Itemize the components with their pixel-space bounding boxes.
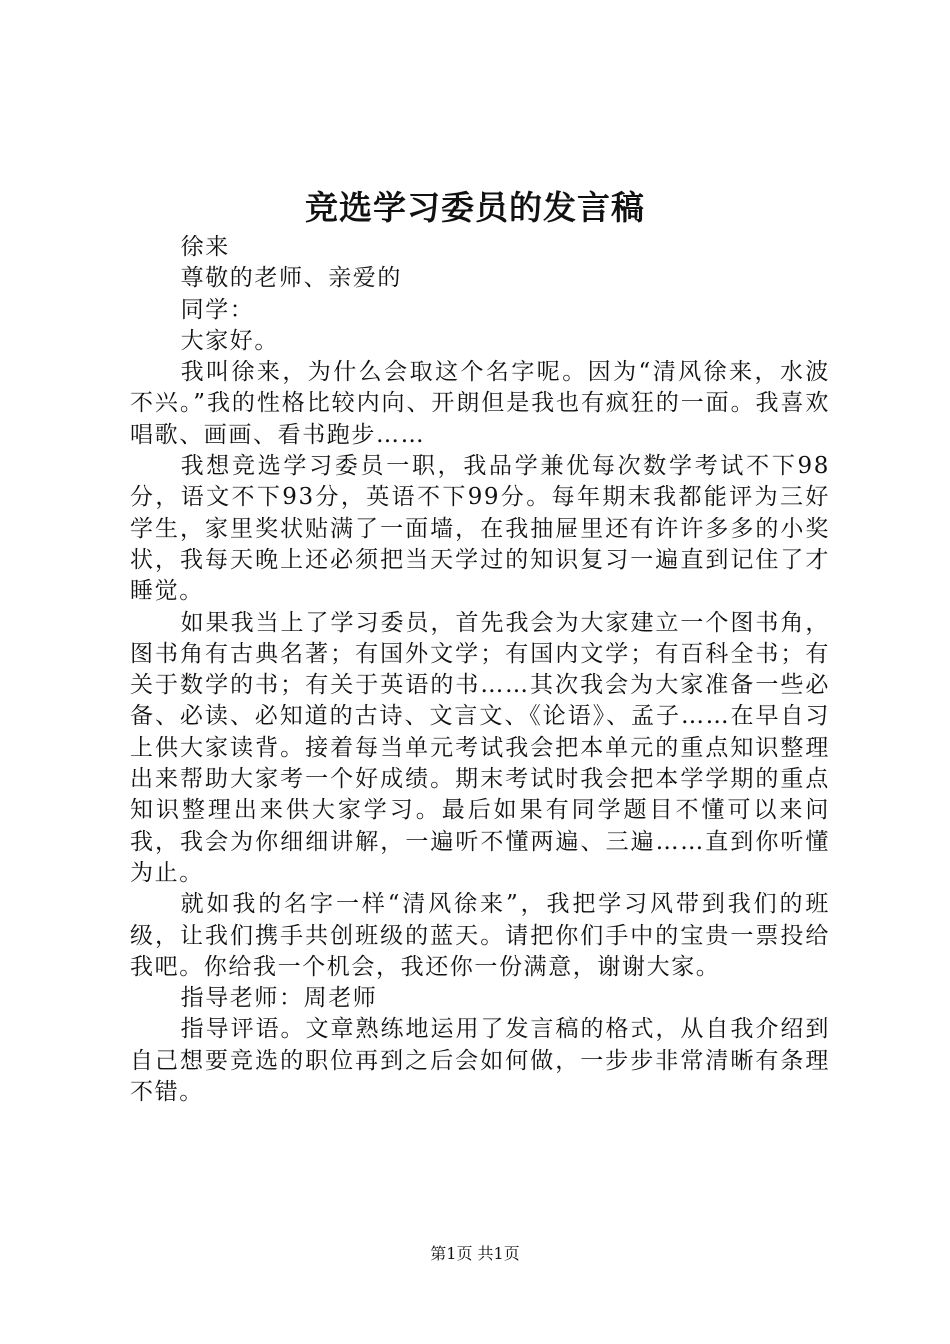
greeting-line-2: 同学： xyxy=(180,296,255,323)
paragraph-qualifications: 我想竞选学习委员一职，我品学兼优每次数学考试不下98分，语文不下93分，英语不下99分。每年期末我都能评为三好学生，家里奖状贴满了一面墙，在我抽屉里还有许许多多的小奖状，我每天晚上还必须把当天学过的知识复习一遍直到记住了才睡觉。 xyxy=(130,453,830,605)
instructor-line: 指导老师：周老师 xyxy=(180,985,378,1012)
paragraph-plans: 如果我当上了学习委员，首先我会为大家建立一个图书角，图书角有古典名著；有国外文学；有国内文学；有百科全书；有关于数学的书；有关于英语的书……其次我会为大家准备一些必备、必读、必知道的古诗、文言文、《论语》、孟子……在早自习上供大家读背。接着每当单元考试我会把本单元的重点知识整理出来帮助大家考一个好成绩。期末考试时我会把本学学期的重点知识整理出来供大家学习。最后如果有同学题目不懂可以来问我，我会为你细细讲解，一遍听不懂两遍、三遍……直到你听懂为止。 xyxy=(130,609,830,886)
document-body xyxy=(130,232,830,1108)
author-name: 徐来 xyxy=(180,234,230,260)
greeting-line-1: 尊敬的老师、亲爱的 xyxy=(180,265,402,292)
page-footer: 第1页 共1页 xyxy=(430,1244,520,1263)
greeting-line-3: 大家好。 xyxy=(180,327,279,354)
paragraph-introduction: 我叫徐来，为什么会取这个名字呢。因为“清风徐来，水波不兴。”我的性格比较内向、开朗但是我也有疯狂的一面。我喜欢唱歌、画画、看书跑步…… xyxy=(130,359,830,448)
document-title: 竞选学习委员的发言稿 xyxy=(305,188,645,227)
instructor-comment: 指导评语。文章熟练地运用了发言稿的格式，从自我介绍到自己想要竞选的职位再到之后会如何做，一步步非常清晰有条理不错。 xyxy=(130,1016,830,1106)
paragraph-closing: 就如我的名字一样“清风徐来”，我把学习风带到我们的班级，让我们携手共创班级的蓝天。请把你们手中的宝贵一票投给我吧。你给我一个机会，我还你一份满意，谢谢大家。 xyxy=(130,891,830,980)
